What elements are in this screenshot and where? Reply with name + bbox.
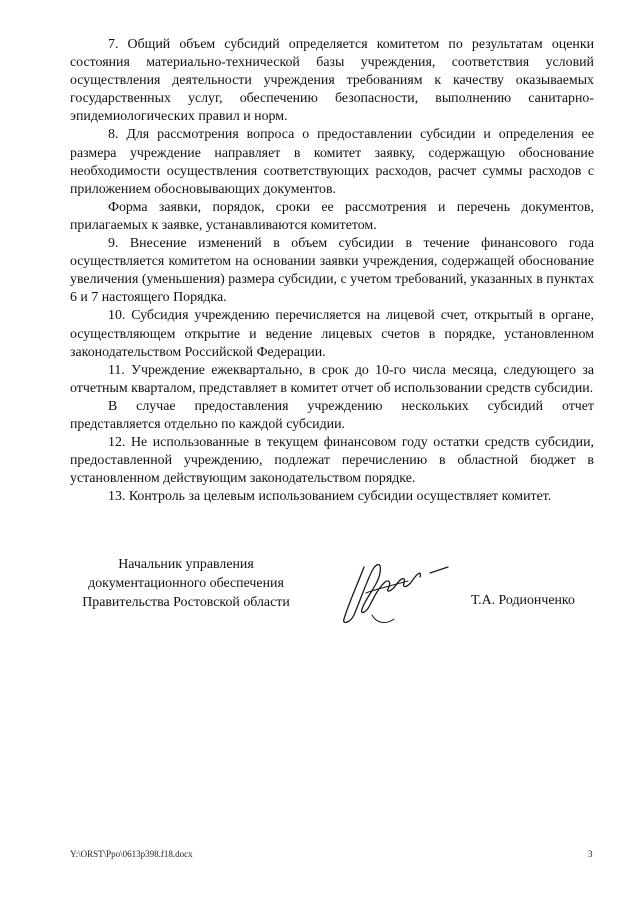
handwritten-signature [336,553,456,633]
signatory-position [66,555,306,612]
position-line: Правительства Ростовской области [82,595,290,610]
position-line: документационного обеспечения [88,576,284,591]
paragraph-7: 7. Общий объем субсидий определяется комитетом по результатам оценки состояния материально-технической базы учреждения, соответствия условий осуществления деятельности учреждения требованиям к качеству оказываемых государственных услуг, обеспечению безопасности, выполнению санитарно-эпидемиологических правил и норм. [70,37,594,125]
paragraph-11-multiple: В случае предоставления учреждению нескольких субсидий отчет представляется отдельно по каждой субсидии. [70,398,594,432]
signature-block [0,555,640,635]
paragraph-8-form: Форма заявки, порядок, сроки ее рассмотрения и перечень документов, прилагаемых к заявке, устанавливаются комитетом. [70,199,594,233]
footer-page-number: 3 [588,849,593,859]
position-line: Начальник управления [118,557,254,572]
paragraph-12: 12. Не использованные в текущем финансовом году остатки средств субсидии, предоставленной учреждению, подлежат перечислению в областной бюджет в установленном действующим законодательством порядке. [70,435,594,487]
paragraph-10: 10. Субсидия учреждению перечисляется на лицевой счет, открытый в органе, осуществляющем открытие и ведение лицевых счетов в порядке, установленном законодательством Российской Федерации. [70,308,594,360]
paragraph-13: 13. Контроль за целевым использованием субсидии осуществляет комитет. [108,489,552,505]
signatory-name: Т.А. Родионченко [471,593,575,608]
paragraph-8: 8. Для рассмотрения вопроса о предоставлении субсидии и определения ее размера учреждение направляет в комитет заявку, содержащую обоснование необходимости осуществления соответствующих расходов, расчет суммы расходов с приложением обосновывающих документов. [70,127,594,197]
document-body [70,36,594,506]
footer-file-path: Y:\ORST\Ppo\0613p398.f18.docx [70,849,193,859]
paragraph-11: 11. Учреждение ежеквартально, в срок до 10-го числа месяца, следующего за отчетным кварталом, представляет в комитет отчет об использовании средств субсидии. [70,362,594,396]
paragraph-9: 9. Внесение изменений в объем субсидии в течение финансового года осуществляется комитетом на основании заявки учреждения, содержащей обоснование увеличения (уменьшения) размера субсидии, с учетом требований, указанных в пунктах 6 и 7 настоящего Порядка. [70,236,594,306]
